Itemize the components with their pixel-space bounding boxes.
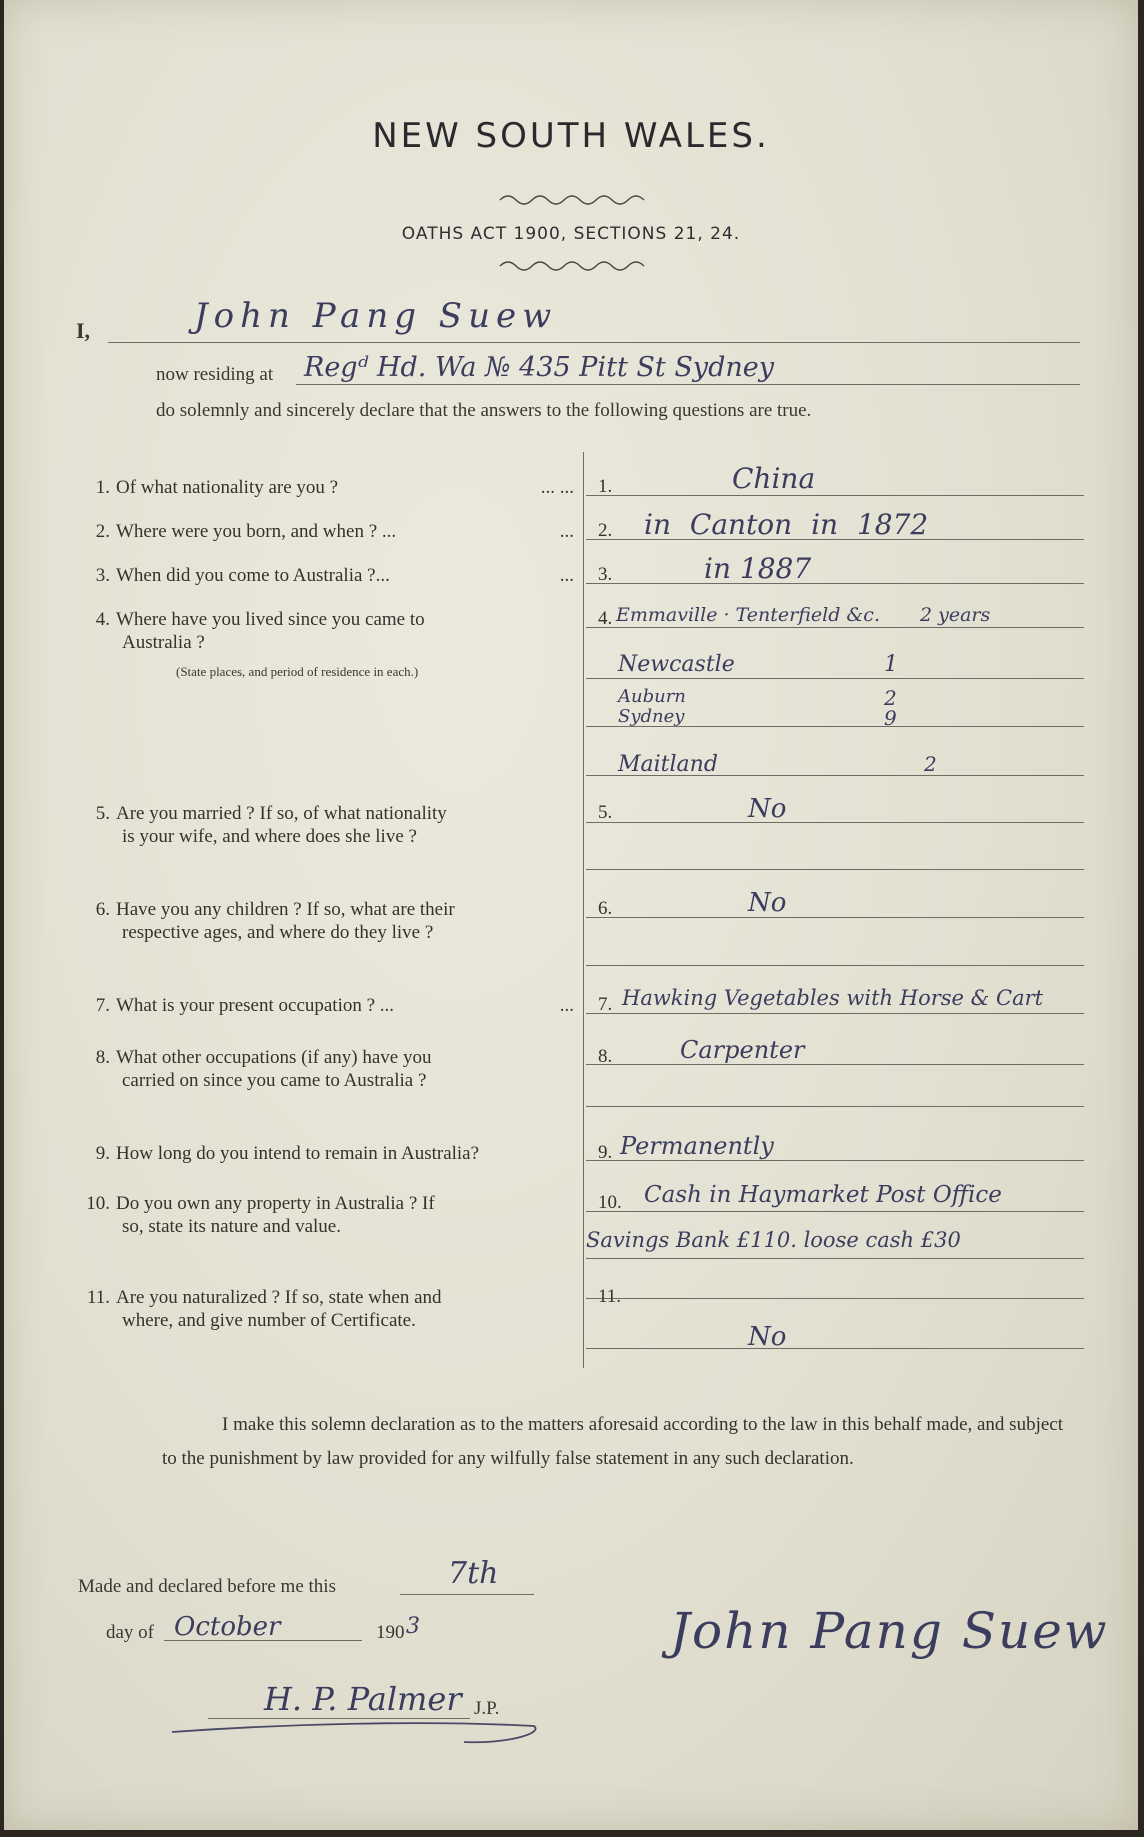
answer-4-period: 1 xyxy=(884,652,898,677)
answer-4-place: Maitland xyxy=(618,752,718,777)
answer-4-period: 2 xyxy=(924,752,937,776)
question-3: 3. When did you come to Australia ?... ... xyxy=(95,565,574,586)
act-reference: OATHS ACT 1900, SECTIONS 21, 24. xyxy=(401,224,741,244)
answer-2: in Canton in 1872 xyxy=(644,508,929,541)
declaration-paragraph: I make this solemn declaration as to the matters aforesaid according to the law in this behalf made, and subject to the punishment by law provided for any wilfully false statement in any such declaration. xyxy=(162,1414,1064,1469)
answer-3-number: 3. xyxy=(598,564,613,585)
answer-line xyxy=(586,1211,1084,1212)
answer-3: in 1887 xyxy=(704,552,812,585)
answer-line xyxy=(586,1013,1084,1014)
answer-line xyxy=(586,495,1084,496)
form-title: NEW SOUTH WALES. xyxy=(372,116,770,156)
day-of-label: day of xyxy=(106,1622,155,1643)
declare-text: do solemnly and sincerely declare that the answers to the following questions are true. xyxy=(156,400,812,421)
question-7: 7. What is your present occupation ? ... ... xyxy=(95,995,574,1016)
answer-4-number: 4. xyxy=(598,608,613,629)
answer-11: No xyxy=(748,1322,787,1352)
answer-line xyxy=(586,1160,1084,1161)
answer-4-place: Emmaville · Tenterfield &c. xyxy=(616,604,880,626)
declared-day: 7th xyxy=(448,1556,499,1591)
name-line xyxy=(108,342,1080,343)
answer-4-period: 9 xyxy=(884,706,897,730)
column-divider xyxy=(583,452,584,1368)
answer-5-number: 5. xyxy=(598,802,613,823)
year-suffix: 3 xyxy=(406,1614,420,1639)
answer-line xyxy=(586,822,1084,823)
question-4: 4. Where have you lived since you came to Australia ? (State places, and period of residence in each.) xyxy=(95,609,425,679)
answer-9: Permanently xyxy=(620,1132,774,1160)
answer-10-line-1: Cash in Haymarket Post Office xyxy=(644,1182,1002,1208)
year-prefix: 190 xyxy=(376,1622,405,1643)
answer-2-number: 2. xyxy=(598,520,613,541)
answer-8-number: 8. xyxy=(598,1046,613,1067)
answer-10-line-2: Savings Bank £110. loose cash £30 xyxy=(586,1228,961,1252)
answer-7-number: 7. xyxy=(598,994,613,1015)
jp-flourish xyxy=(164,1712,544,1752)
answer-8: Carpenter xyxy=(680,1036,805,1064)
answer-6: No xyxy=(748,888,787,918)
answer-line xyxy=(586,1258,1084,1259)
answer-line xyxy=(586,869,1084,870)
answer-4-period: 2 years xyxy=(920,604,991,626)
ornament-top xyxy=(498,192,648,206)
pronoun-i: I, xyxy=(76,318,91,343)
answer-line xyxy=(586,1298,1084,1299)
declarant-signature: John Pang Suew xyxy=(670,1602,1109,1660)
declaration-form xyxy=(4,0,1138,1830)
question-11: 11. Are you naturalized ? If so, state when and where, and give number of Certificate. xyxy=(86,1287,442,1331)
answer-line xyxy=(586,583,1084,584)
answer-line xyxy=(586,627,1084,628)
answer-4-place: Sydney xyxy=(618,706,685,727)
answer-line xyxy=(586,1064,1084,1065)
answer-line xyxy=(586,1348,1084,1349)
question-10: 10. Do you own any property in Australia ? If so, state its nature and value. xyxy=(86,1193,435,1237)
jp-label: J.P. xyxy=(474,1698,500,1719)
answer-4-place: Auburn xyxy=(618,686,686,707)
answer-9-number: 9. xyxy=(598,1142,613,1163)
day-line xyxy=(400,1594,534,1595)
answer-1-number: 1. xyxy=(598,476,613,497)
ornament-bottom xyxy=(498,258,648,272)
made-declared-label: Made and declared before me this xyxy=(78,1576,336,1597)
answer-line xyxy=(586,678,1084,679)
residence-address: Regᵈ Hd. Wa № 435 Pitt St Sydney xyxy=(304,352,774,383)
question-8: 8. What other occupations (if any) have you carried on since you came to Australia ? xyxy=(95,1047,432,1091)
answer-1: China xyxy=(732,462,816,495)
question-6: 6. Have you any children ? If so, what are their respective ages, and where do they live ? xyxy=(95,899,455,943)
question-5: 5. Are you married ? If so, of what nationality is your wife, and where does she live ? xyxy=(95,803,447,847)
answer-5: No xyxy=(748,794,787,824)
answer-line xyxy=(586,965,1084,966)
question-1: 1. Of what nationality are you ? ... ... xyxy=(95,477,574,498)
question-9: 9. How long do you intend to remain in Australia? xyxy=(95,1143,480,1164)
declarant-name: John Pang Suew xyxy=(194,296,558,336)
jp-signature: H. P. Palmer xyxy=(264,1680,462,1718)
answer-10-number: 10. xyxy=(598,1192,622,1213)
answer-4-place: Newcastle xyxy=(618,652,735,677)
answer-7: Hawking Vegetables with Horse & Cart xyxy=(622,986,1044,1010)
residing-label: now residing at xyxy=(156,364,274,385)
declared-month: October xyxy=(174,1612,281,1642)
question-2: 2. Where were you born, and when ? ... ... xyxy=(95,521,574,542)
answer-4-period: 2 xyxy=(884,686,897,710)
answer-line xyxy=(586,917,1084,918)
residence-line xyxy=(296,384,1080,385)
answer-11-number: 11. xyxy=(598,1286,622,1307)
answer-line xyxy=(586,1106,1084,1107)
answer-6-number: 6. xyxy=(598,898,613,919)
